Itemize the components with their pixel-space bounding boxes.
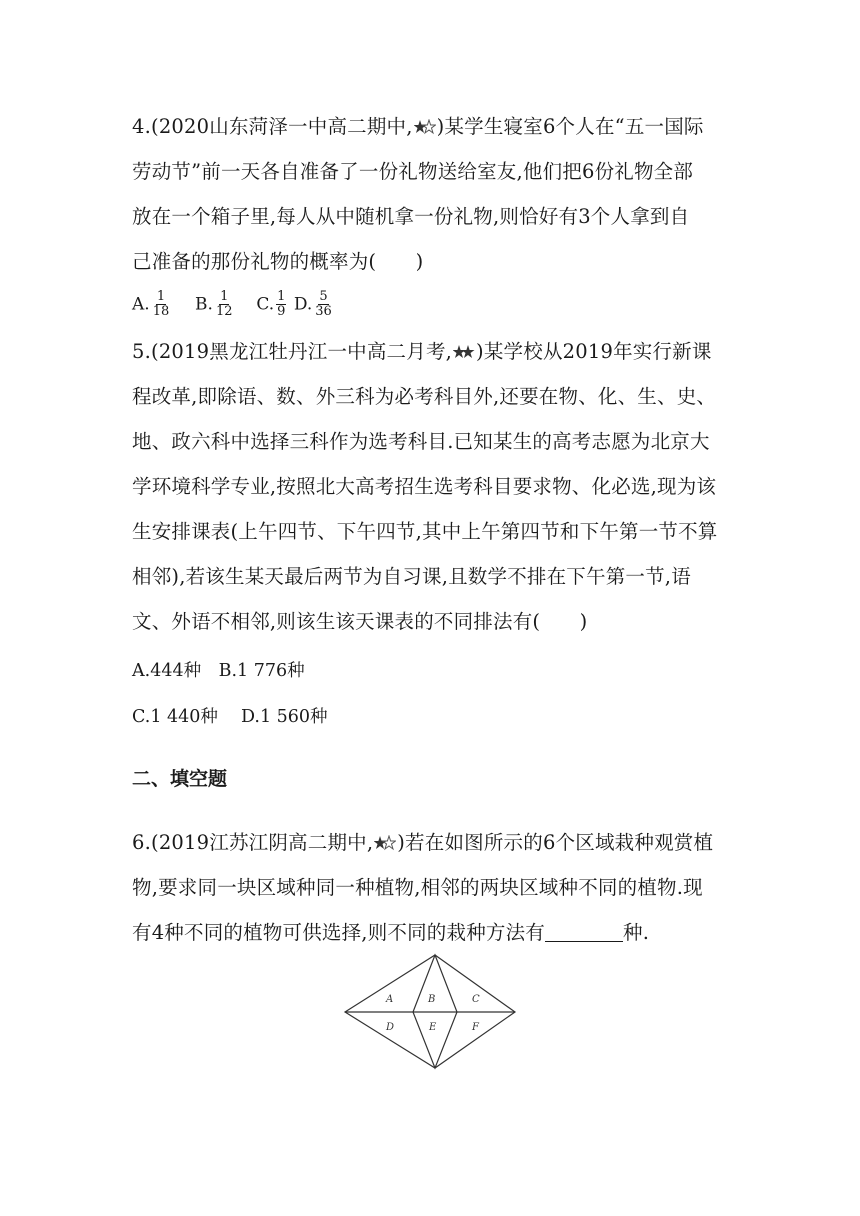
option-a: A. $\frac{1}{18}$ xyxy=(132,289,170,319)
fraction: $\frac{1}{12}$ xyxy=(215,289,233,319)
section-title: 二、填空题 xyxy=(132,768,228,790)
fraction: $\frac{5}{36}$ xyxy=(315,289,332,319)
question-5-line-3: 地、政六科中选择三科作为选考科目.已知某生的高考志愿为北京大 xyxy=(132,430,710,453)
option-d: D. $\frac{5}{36}$ xyxy=(293,289,332,319)
question-6-line-1: 6.(2019江苏江阴高二期中, )若在如图所示的6个区域栽种观赏植 xyxy=(132,831,714,854)
question-5-line-5: 生安排课表(上午四节、下午四节,其中上午第四节和下午第一节不算 xyxy=(132,520,718,543)
question-6-line-3: 有4种不同的植物可供选择,则不同的栽种方法有 种. xyxy=(132,921,650,944)
question-5-line-2: 程改革,即除语、数、外三科为必考科目外,还要在物、化、生、史、 xyxy=(132,385,717,408)
question-4-options xyxy=(132,290,335,319)
question-5-line-4: 学环境科学专业,按照北大高考招生选考科目要求物、化必选,现为该 xyxy=(132,475,717,498)
question-5-line-1: 5.(2019黑龙江牡丹江一中高二月考, )某学校从2019年实行新课 xyxy=(132,340,712,363)
question-4-line-2: 劳动节”前一天各自准备了一份礼物送给室友,他们把6份礼物全部 xyxy=(132,160,694,183)
region-label-a: A xyxy=(386,994,394,1005)
region-label-b: B xyxy=(428,994,436,1005)
question-4-line-4: 己准备的那份礼物的概率为( ) xyxy=(132,250,424,273)
difficulty-star-icon xyxy=(453,344,475,360)
question-4-line-3: 放在一个箱子里,每人从中随机拿一份礼物,则恰好有3个人拿到自 xyxy=(132,205,690,228)
region-label-d: D xyxy=(386,1022,395,1033)
fraction: $\frac{1}{18}$ xyxy=(152,289,170,319)
fraction: $\frac{1}{9}$ xyxy=(277,289,286,319)
answer-blank[interactable] xyxy=(545,921,623,942)
option-c: C. $\frac{1}{9}$ xyxy=(256,289,286,319)
difficulty-star-icon xyxy=(414,119,436,135)
difficulty-star-icon xyxy=(374,835,396,851)
question-5-line-6: 相邻),若该生某天最后两节为自习课,且数学不排在下午第一节,语 xyxy=(132,565,691,588)
question-6 xyxy=(132,830,732,965)
question-5-line-7: 文、外语不相邻,则该生该天课表的不同排法有( ) xyxy=(132,610,588,633)
region-label-e: E xyxy=(429,1022,437,1033)
question-5 xyxy=(132,339,732,654)
region-label-c: C xyxy=(472,994,480,1005)
region-label-f: F xyxy=(472,1022,479,1033)
question-4 xyxy=(132,114,732,294)
question-5-options-row-1: A.444种 B.1 776种 xyxy=(132,661,305,681)
question-4-line-1: 4.(2020山东菏泽一中高二期中, )某学生寝室6个人在“五一国际 xyxy=(132,115,704,138)
question-5-options-row-2: C.1 440种 D.1 560种 xyxy=(132,707,328,727)
region-diagram xyxy=(340,950,520,1072)
option-b: B. $\frac{1}{12}$ xyxy=(195,289,233,319)
question-6-line-2: 物,要求同一块区域种同一种植物,相邻的两块区域种不同的植物.现 xyxy=(132,876,703,899)
